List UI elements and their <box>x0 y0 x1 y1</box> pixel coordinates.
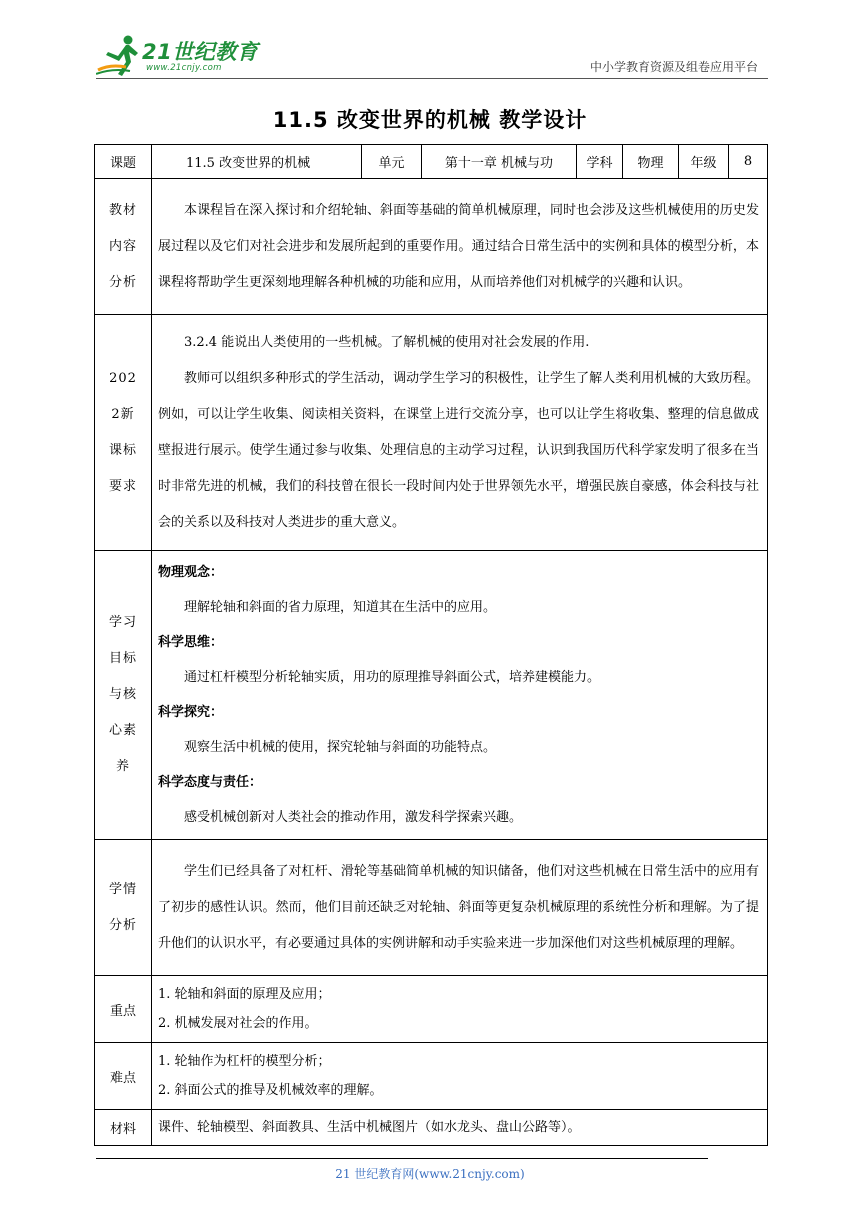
textbook-analysis-label: 教材内容分析 <box>95 179 152 315</box>
footer-link[interactable]: 21 世纪教育网(www.21cnjy.com) <box>335 1167 525 1181</box>
student-analysis-row <box>95 840 768 976</box>
standard-item: 3.2.4 能说出人类使用的一些机械。了解机械的使用对社会发展的作用. <box>184 334 590 350</box>
materials-row <box>95 1110 768 1146</box>
student-analysis-label: 学情分析 <box>95 840 152 976</box>
unit-value: 第十一章 机械与功 <box>422 145 577 179</box>
difficult-point-item: 1. 轮轴作为杠杆的模型分析； <box>158 1054 331 1069</box>
curriculum-standard-label: 2022新课标要求 <box>95 315 152 551</box>
learning-goals-label: 学习目标与核心素养 <box>95 551 152 840</box>
logo-url: www.21cnjy.com <box>146 63 222 73</box>
header-divider <box>96 78 768 79</box>
goal-text-physics: 理解轮轴和斜面的省力原理，知道其在生活中的应用。 <box>184 600 497 615</box>
goal-text-attitude: 感受机械创新对人类社会的推动作用，激发科学探索兴趣。 <box>184 810 523 825</box>
student-analysis-text: 学生们已经具备了对杠杆、滑轮等基础简单机械的知识储备，他们对这些机械在日常生活中的应用有了初步的感性认识。然而，他们目前还缺乏对轮轴、斜面等更复杂机械原理的系统性分析和理解。为了提升他们的认识水平，有必要通过具体的实例讲解和动手实验来进一步加深他们对这些机械原理的理解。 <box>158 863 759 951</box>
materials-text: 课件、轮轴模型、斜面教具、生活中机械图片（如水龙头、盘山公路等）。 <box>158 1119 581 1135</box>
page-header <box>96 28 768 80</box>
textbook-analysis-text: 本课程旨在深入探讨和介绍轮轴、斜面等基础的简单机械原理，同时也会涉及这些机械使用的历史发展过程以及它们对社会进步和发展所起到的重要作用。通过结合日常生活中的实例和具体的模型分析，本课程将帮助学生更深刻地理解各种机械的功能和应用，从而培养他们对机械学的兴趣和认识。 <box>158 202 759 290</box>
platform-name: 中小学教育资源及组卷应用平台 <box>589 60 758 74</box>
key-point-item: 2. 机械发展对社会的作用。 <box>158 1016 318 1031</box>
learning-goals-content <box>152 551 768 840</box>
goal-heading-thinking: 科学思维： <box>158 635 224 650</box>
goal-heading-attitude: 科学态度与责任： <box>158 775 263 790</box>
goal-heading-physics: 物理观念： <box>158 565 224 580</box>
subject-label: 学科 <box>577 145 623 179</box>
difficult-point-item: 2. 斜面公式的推导及机械效率的理解。 <box>158 1083 383 1098</box>
grade-value: 8 <box>729 145 768 179</box>
topic-value: 11.5 改变世界的机械 <box>152 145 362 179</box>
difficult-points-content <box>152 1043 768 1110</box>
difficult-points-label: 难点 <box>95 1043 152 1110</box>
footer-divider <box>96 1158 708 1159</box>
key-points-row <box>95 976 768 1043</box>
goal-heading-inquiry: 科学探究： <box>158 705 224 720</box>
student-analysis-content <box>152 840 768 976</box>
goal-text-thinking: 通过杠杆模型分析轮轴实质，用功的原理推导斜面公式，培养建模能力。 <box>184 670 601 685</box>
learning-goals-row <box>95 551 768 840</box>
curriculum-standard-row <box>95 315 768 551</box>
page-title: 11.5 改变世界的机械 教学设计 <box>272 108 588 132</box>
textbook-analysis-row <box>95 179 768 315</box>
grade-label: 年级 <box>679 145 729 179</box>
standard-guidance: 教师可以组织多种形式的学生活动，调动学生学习的积极性，让学生了解人类利用机械的大致历程。例如，可以让学生收集、阅读相关资料，在课堂上进行交流分享，也可以让学生将收集、整理的信息做成壁报进行展示。使学生通过参与收集、处理信息的主动学习过程，认识到我国历代科学家发明了很多在当时非常先进的机械，我们的科技曾在很长一段时间内处于世界领先水平，增强民族自豪感，体会科技与社会的关系以及科技对人类进步的重大意义。 <box>158 370 759 530</box>
logo <box>96 34 276 78</box>
runner-logo-icon <box>96 34 142 78</box>
key-points-label: 重点 <box>95 976 152 1043</box>
goal-text-inquiry: 观察生活中机械的使用，探究轮轴与斜面的功能特点。 <box>184 740 497 755</box>
materials-label: 材料 <box>95 1110 152 1146</box>
key-point-item: 1. 轮轴和斜面的原理及应用； <box>158 987 331 1002</box>
difficult-points-row <box>95 1043 768 1110</box>
textbook-analysis-content <box>152 179 768 315</box>
key-points-content <box>152 976 768 1043</box>
unit-label: 单元 <box>362 145 422 179</box>
topic-label: 课题 <box>95 145 152 179</box>
materials-content <box>152 1110 768 1146</box>
logo-text: 21世纪教育 <box>142 40 259 64</box>
info-row <box>95 145 768 179</box>
subject-value: 物理 <box>623 145 679 179</box>
lesson-plan-table <box>94 144 768 1146</box>
curriculum-standard-content <box>152 315 768 551</box>
